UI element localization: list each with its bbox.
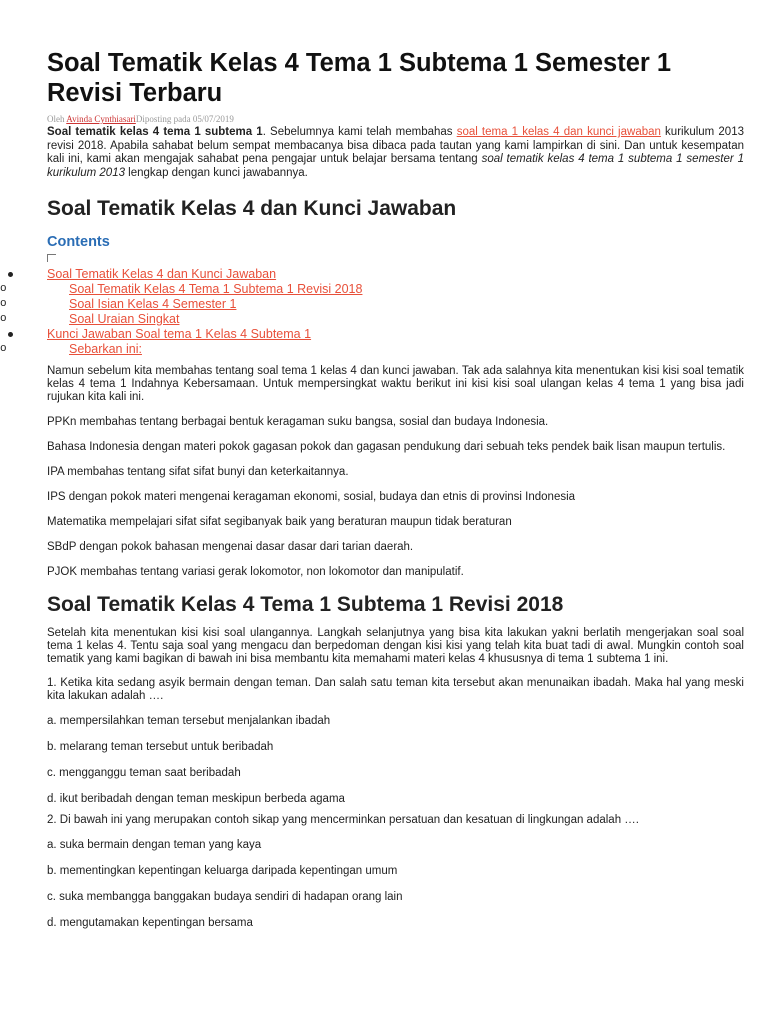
body-paragraph: IPS dengan pokok materi mengenai keragaman ekonomi, sosial, budaya dan etnis di provinsi Indonesia bbox=[47, 491, 576, 503]
toc-subitem bbox=[0, 297, 697, 312]
body-paragraph: IPA membahas tentang sifat sifat bunyi dan keterkaitannya. bbox=[47, 466, 349, 478]
meta-by: Oleh bbox=[47, 114, 65, 124]
sub-bullet-icon: o bbox=[0, 298, 7, 310]
toc-sublink[interactable]: Soal Uraian Singkat bbox=[69, 312, 180, 326]
toc-list bbox=[0, 267, 744, 357]
answer-option: a. mempersilahkan teman tersebut menjalankan ibadah bbox=[47, 715, 331, 727]
question-1 bbox=[47, 677, 744, 806]
question-2 bbox=[47, 814, 744, 930]
answer-option: d. mengutamakan kepentingan bersama bbox=[47, 917, 253, 929]
intro-text-1: . Sebelumnya kami telah membahas bbox=[262, 126, 457, 138]
toc-subitem bbox=[0, 282, 697, 297]
article bbox=[0, 48, 744, 930]
body-paragraph: Matematika mempelajari sifat sifat segibanyak baik yang beraturan maupun tidak beraturan bbox=[47, 516, 512, 528]
intro-italic: soal tematik kelas 4 tema 1 subtema 1 semester 1 kurikulum 2013 bbox=[47, 153, 744, 179]
sub-bullet-icon: o bbox=[0, 343, 7, 355]
intro-paragraph bbox=[47, 126, 744, 180]
sub-bullet-icon: o bbox=[0, 283, 7, 295]
answer-option: c. mengganggu teman saat beribadah bbox=[47, 767, 241, 779]
answer-option: c. suka membangga banggakan budaya sendiri di hadapan orang lain bbox=[47, 891, 403, 903]
toc-sublist bbox=[0, 282, 744, 327]
table-of-contents bbox=[0, 234, 744, 357]
meta-posted: Diposting pada 05/07/2019 bbox=[135, 114, 234, 124]
toc-subitem bbox=[0, 312, 697, 327]
body-paragraph: PPKn membahas tentang berbagai bentuk keragaman suku bangsa, sosial dan budaya Indonesia. bbox=[47, 416, 549, 428]
toc-item bbox=[0, 327, 744, 357]
sub-bullet-icon: o bbox=[0, 313, 7, 325]
toc-subitem bbox=[0, 342, 697, 357]
intro-text-3: lengkap dengan kunci jawabannya. bbox=[124, 166, 308, 179]
intro-bold-lead: Soal tematik kelas 4 tema 1 subtema 1 bbox=[47, 126, 263, 138]
question-text: 2. Di bawah ini yang merupakan contoh sikap yang mencerminkan persatuan dan kesatuan di lingkungan adalah …. bbox=[47, 814, 639, 826]
body-paragraph: SBdP dengan pokok bahasan mengenai dasar dasar dari tarian daerah. bbox=[47, 541, 414, 553]
answer-option: b. mementingkan kepentingan keluarga daripada kepentingan umum bbox=[47, 865, 398, 877]
toc-item bbox=[0, 267, 744, 327]
body-paragraph: Bahasa Indonesia dengan materi pokok gagasan pokok dan gagasan pendukung dari sebuah teks pendek baik lisan maupun tertulis. bbox=[47, 441, 726, 453]
contents-title: Contents bbox=[47, 234, 110, 250]
toc-link[interactable]: Kunci Jawaban Soal tema 1 Kelas 4 Subtema 1 bbox=[47, 327, 312, 341]
toc-sublink[interactable]: Soal Tematik Kelas 4 Tema 1 Subtema 1 Revisi 2018 bbox=[69, 282, 363, 296]
answer-option: d. ikut beribadah dengan teman meskipun berbeda agama bbox=[47, 793, 345, 805]
bullet-icon bbox=[8, 332, 13, 337]
body-paragraph: PJOK membahas tentang variasi gerak lokomotor, non lokomotor dan manipulatif. bbox=[47, 566, 464, 578]
answer-option: b. melarang teman tersebut untuk beribadah bbox=[47, 741, 274, 753]
toc-link[interactable]: Soal Tematik Kelas 4 dan Kunci Jawaban bbox=[47, 267, 277, 281]
toc-sublist bbox=[0, 342, 744, 357]
body-paragraph: Namun sebelum kita membahas tentang soal tema 1 kelas 4 dan kunci jawaban. Tak ada salahnya kita menentukan kisi kisi soal tematik kelas 4 tema 1 Indahnya Kebersamaan. Untuk mempersingkat waktu berikut ini kisi kisi soal ulangan kelas 4 tema 1 yang bisa jadi rujukan kita kali ini. bbox=[47, 365, 744, 403]
answer-option: a. suka bermain dengan teman yang kaya bbox=[47, 839, 262, 851]
post-meta bbox=[47, 114, 744, 124]
section-heading-1: Soal Tematik Kelas 4 dan Kunci Jawaban bbox=[47, 197, 457, 220]
question-text: 1. Ketika kita sedang asyik bermain dengan teman. Dan salah satu teman kita tersebut akan menunaikan ibadah. Maka hal yang meski kita lakukan adalah …. bbox=[47, 677, 744, 702]
toc-sublink[interactable]: Soal Isian Kelas 4 Semester 1 bbox=[69, 297, 237, 311]
article-title: Soal Tematik Kelas 4 Tema 1 Subtema 1 Semester 1 Revisi Terbaru bbox=[47, 49, 672, 107]
bullet-icon bbox=[8, 272, 13, 277]
section2-intro: Setelah kita menentukan kisi kisi soal ulangannya. Langkah selanjutnya yang bisa kita lakukan yakni berlatih mengerjakan soal soal tema 1 kelas 4. Tentu saja soal yang mengacu dan berpedoman dengan kisi kisi yang telah kita buat tadi di awal. Mungkin contoh soal tematik yang kami bagikan di bawah ini bisa membantu kita memahami materi kelas 4 khususnya di tema 1 subtema 1 ini. bbox=[47, 627, 744, 665]
intro-text-2: kurikulum 2013 revisi 2018. Apabila sahabat belum sempat membacanya bisa dibaca pada tautan yang kami lampirkan di sini. Dan untuk kesempatan kali ini, kami akan mengajak sahabat pena pengajar untuk belajar bersama tentang bbox=[47, 126, 744, 165]
section-heading-2: Soal Tematik Kelas 4 Tema 1 Subtema 1 Revisi 2018 bbox=[47, 593, 564, 616]
soal-tema-link[interactable]: soal tema 1 kelas 4 dan kunci jawaban bbox=[456, 126, 661, 138]
contents-toggle-icon[interactable] bbox=[47, 254, 56, 262]
author-link[interactable]: Avinda Cynthiasari bbox=[66, 114, 136, 124]
body-paragraphs bbox=[47, 365, 744, 579]
toc-sublink[interactable]: Sebarkan ini: bbox=[69, 342, 142, 356]
